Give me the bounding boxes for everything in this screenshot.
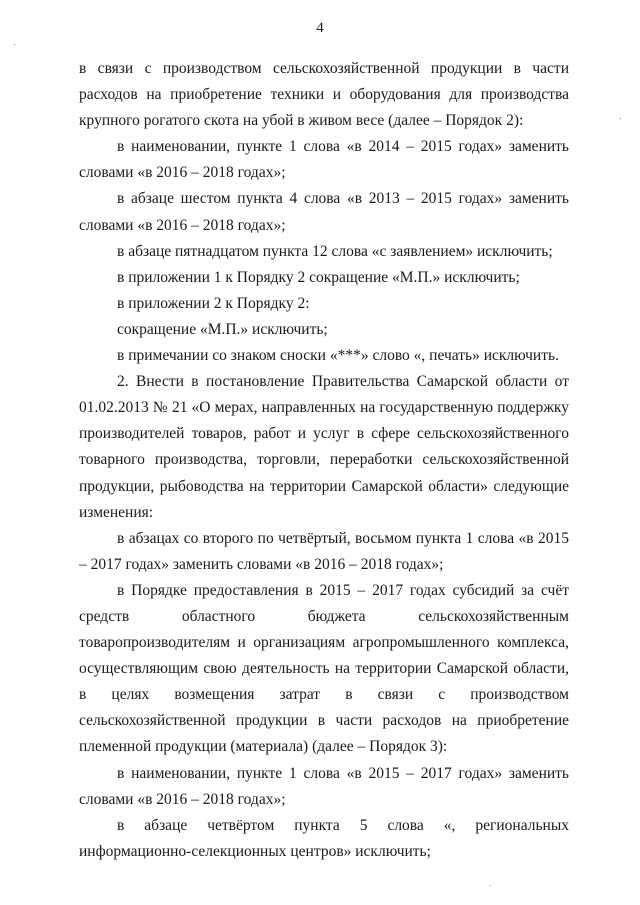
paragraph: 2. Внести в постановление Правительства Самарской области от 01.02.2013 № 21 «О мерах, направленных на государственную поддержку производителей товаров, работ и услуг в сфере сельскохозяйственного товарного производства, торговли, переработки сельскохозяйственной продукции, рыбоводства на территории Самарской области» следующие изменения:	[79, 373, 569, 521]
paragraph: в абзацах со второго по четвёртый, восьмом пункта 1 слова «в 2015 – 2017 годах» заменить словами «в 2016 – 2018 годах»;	[79, 529, 569, 573]
paragraph: в абзаце пятнадцатом пункта 12 слова «с заявлением» исключить;	[117, 242, 553, 260]
paragraph: в приложении 1 к Порядку 2 сокращение «М.П.» исключить;	[117, 268, 520, 286]
scan-speck	[14, 44, 15, 45]
paragraph: в Порядке предоставления в 2015 – 2017 годах субсидий за счёт средств областного бюджета сельскохозяйственным товаропроизводителям и организациям агропромышленного комплекса, осуществляющим свою деятельность на территории Самарской области, в целях возмещения затрат в связи с производством сельскохозяйственной продукции в части расходов на приобретение племенной продукции (материала) (далее – Порядок 3):	[79, 581, 569, 756]
paragraph: в наименовании, пункте 1 слова «в 2015 – 2017 годах» заменить словами «в 2016 – 2018 годах»;	[79, 764, 569, 808]
paragraph: сокращение «М.П.» исключить;	[117, 320, 328, 338]
page-number: 4	[316, 20, 324, 36]
paragraph: в связи с производством сельскохозяйственной продукции в части расходов на приобретение техники и оборудования для производства крупного рогатого скота на убой в живом весе (далее – Порядок 2):	[79, 60, 569, 130]
paragraph: в абзаце шестом пункта 4 слова «в 2013 – 2015 годах» заменить словами «в 2016 – 2018 годах»;	[79, 190, 569, 234]
paragraph: в приложении 2 к Порядку 2:	[117, 294, 310, 312]
paragraph: в наименовании, пункте 1 слова «в 2014 – 2015 годах» заменить словами «в 2016 – 2018 годах»;	[79, 138, 569, 182]
paragraph: в примечании со знаком сноски «***» слово «, печать» исключить.	[117, 347, 559, 365]
document-body	[79, 56, 569, 865]
scan-speck	[620, 118, 621, 119]
scan-speck	[490, 885, 491, 886]
paragraph: в абзаце четвёртом пункта 5 слова «, региональных информационно-селекционных центров» исключить;	[79, 816, 569, 860]
